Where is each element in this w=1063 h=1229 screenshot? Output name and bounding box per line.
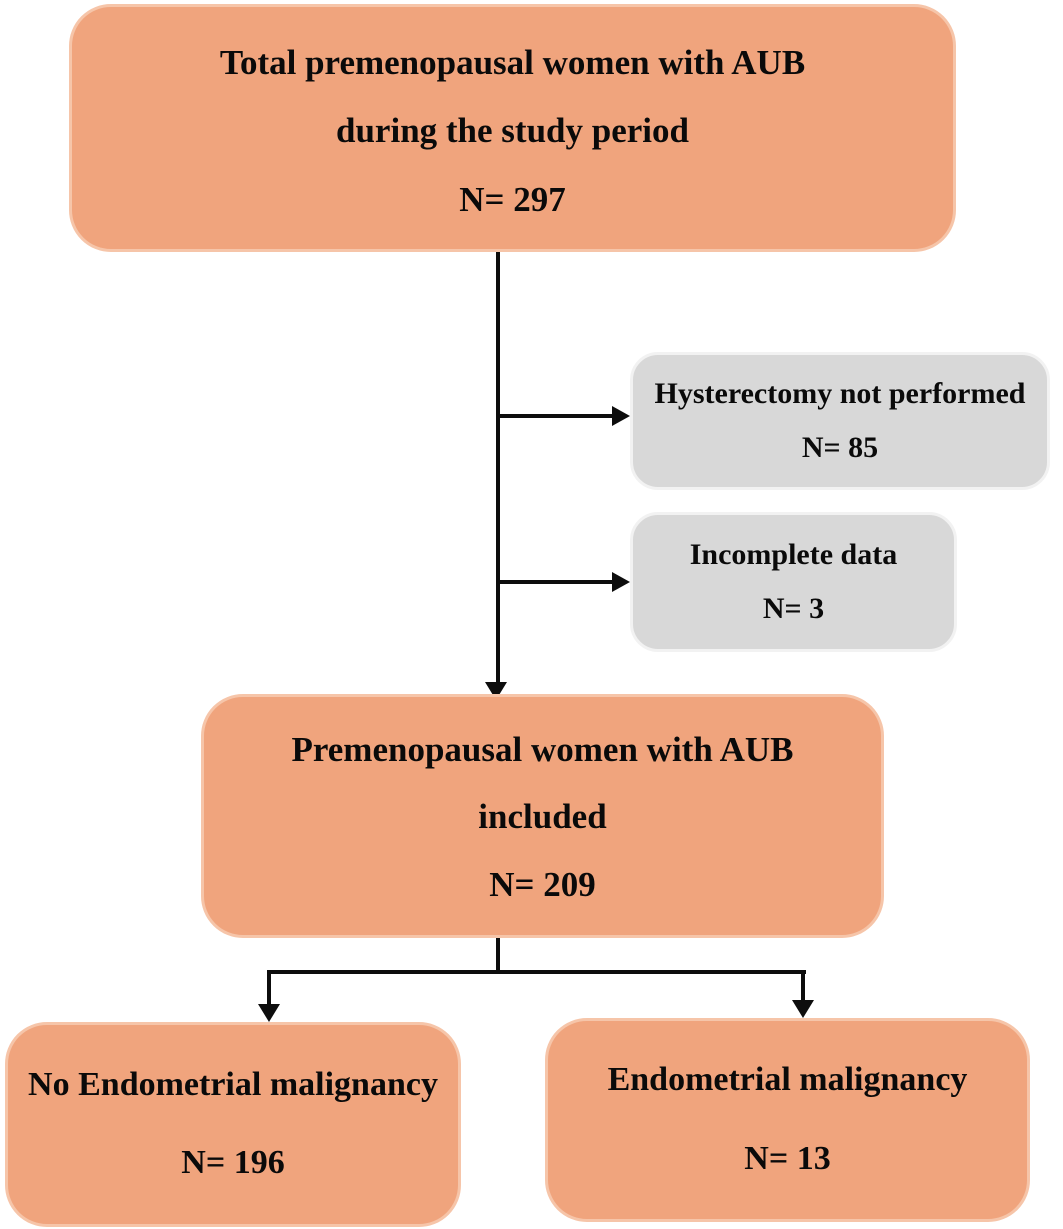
- node-hysterectomy-count: N= 85: [801, 430, 879, 464]
- connector-split-right-drop: [801, 970, 805, 1002]
- node-incomplete-label: Incomplete data: [689, 538, 898, 571]
- node-endometrial-malignancy: [545, 1018, 1030, 1222]
- connector-split-left-drop: [267, 970, 271, 1006]
- node-hysterectomy-label: Hysterectomy not performed: [654, 377, 1026, 411]
- node-hysterectomy-not-performed: [630, 352, 1050, 490]
- connector-split-bar: [267, 970, 806, 974]
- arrow-right-icon: [612, 572, 630, 592]
- node-malignancy-count: N= 13: [744, 1139, 831, 1177]
- node-malignancy-label: Endometrial malignancy: [607, 1061, 968, 1099]
- connector-split-stem: [496, 938, 500, 974]
- node-total-line1: Total premenopausal women with AUB: [219, 42, 806, 82]
- node-included-line2: included: [478, 797, 607, 836]
- connector-total-line: [496, 252, 500, 682]
- node-included-line1: Premenopausal women with AUB: [291, 729, 794, 769]
- connector-incomplete-line: [498, 580, 612, 584]
- arrow-down-icon: [792, 1000, 814, 1018]
- node-included-count: N= 209: [489, 864, 596, 904]
- node-incomplete-data: [630, 512, 957, 652]
- node-total-line2: during the study period: [336, 111, 689, 150]
- node-no-malignancy-label: No Endometrial malignancy: [28, 1065, 438, 1103]
- node-incomplete-count: N= 3: [762, 592, 825, 625]
- node-included: [201, 694, 884, 938]
- node-no-malignancy-count: N= 196: [181, 1144, 285, 1182]
- arrow-down-icon: [258, 1004, 280, 1022]
- node-no-endometrial-malignancy: [5, 1022, 461, 1227]
- arrow-right-icon: [612, 406, 630, 426]
- node-total-count: N= 297: [459, 179, 566, 219]
- node-total-premenopausal: [69, 4, 956, 252]
- connector-hysterectomy-line: [498, 414, 612, 418]
